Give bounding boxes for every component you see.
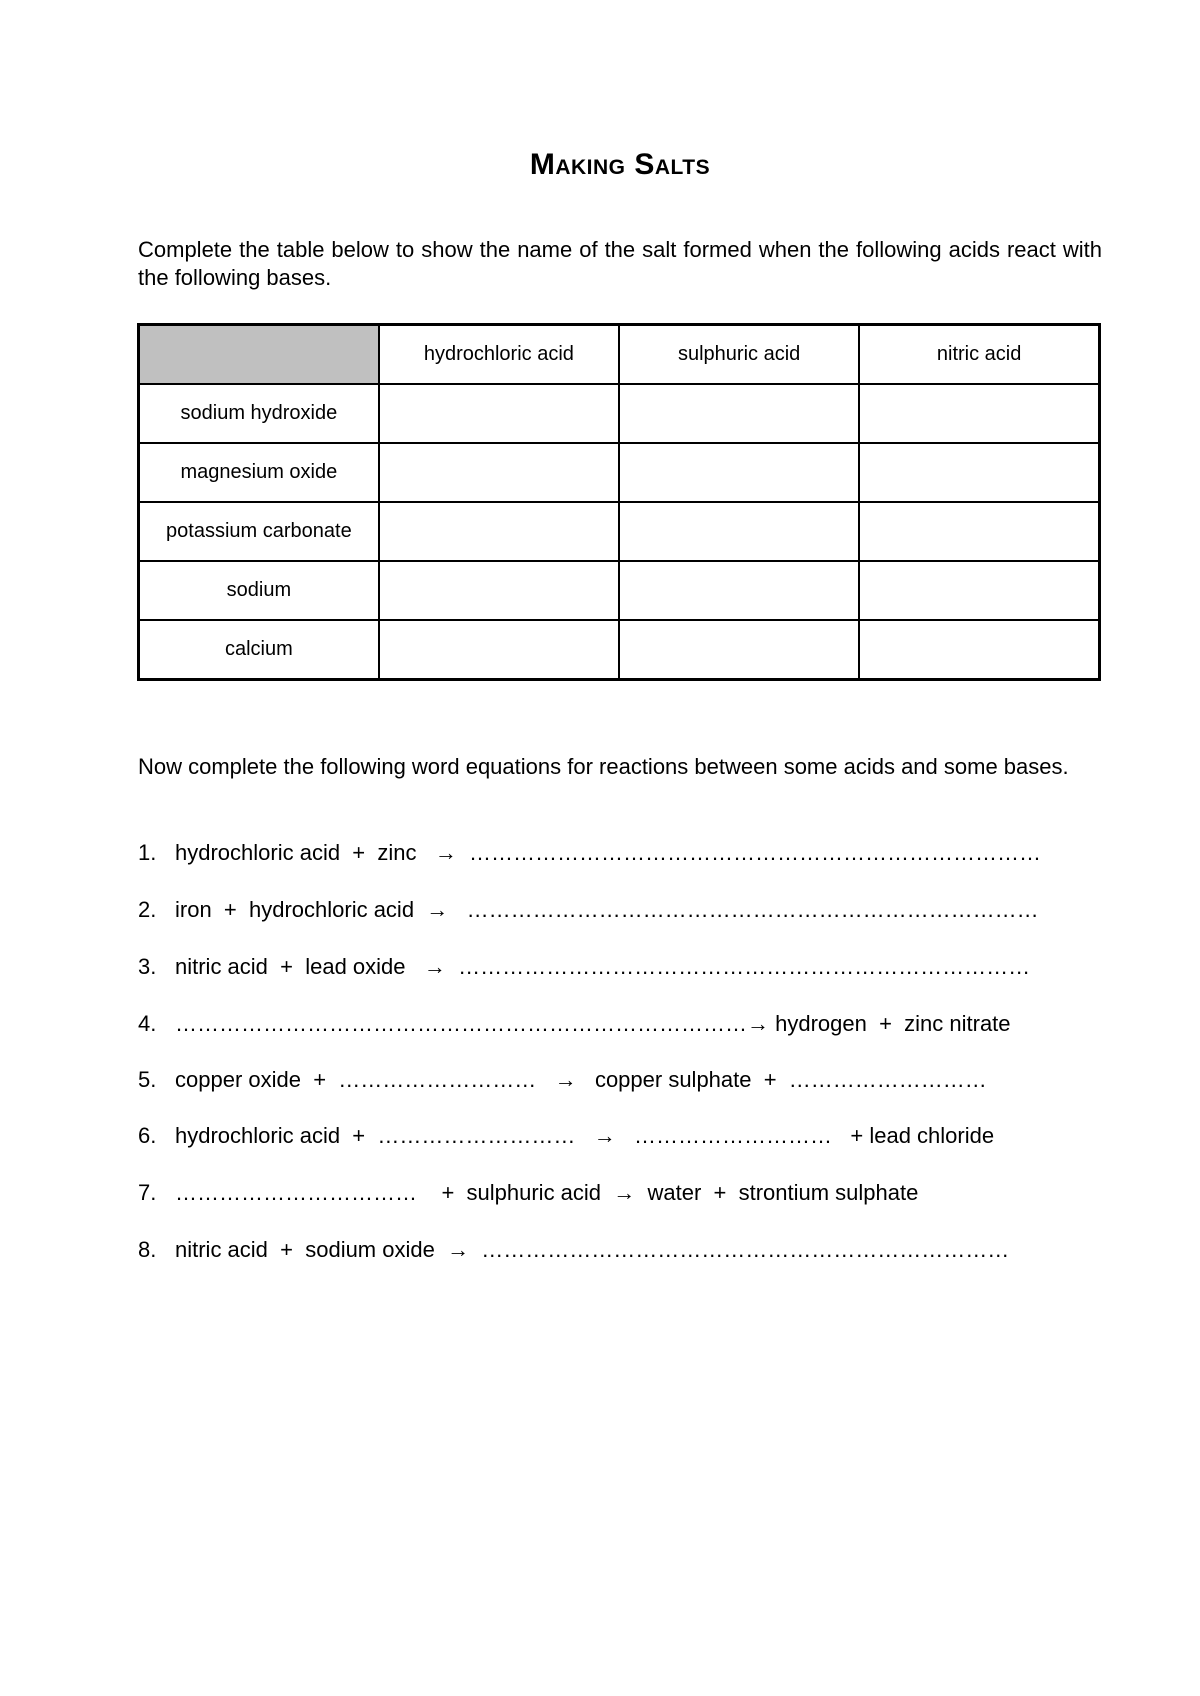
equation-line[interactable]: [138, 1067, 987, 1093]
answer-cell[interactable]: [619, 443, 859, 502]
answer-cell[interactable]: [859, 384, 1099, 443]
answer-cell[interactable]: [859, 443, 1099, 502]
equation-text: hydrochloric acid + zinc → ……………………………………………………………………: [175, 840, 1042, 865]
equation-number: 7.: [138, 1180, 157, 1205]
equation-line[interactable]: [138, 897, 1039, 923]
equation-text: nitric acid + lead oxide → ……………………………………………………………………: [175, 954, 1031, 979]
row-header: magnesium oxide: [139, 443, 379, 502]
row-header: sodium hydroxide: [139, 384, 379, 443]
table-row: [139, 443, 1100, 502]
equation-text: hydrochloric acid + ……………………… → ……………………… + lead chloride: [175, 1123, 995, 1148]
answer-cell[interactable]: [379, 502, 619, 561]
answer-cell[interactable]: [379, 620, 619, 680]
table-header-row: [139, 325, 1100, 385]
equation-text: nitric acid + sodium oxide → ………………………………………………………………: [175, 1237, 1010, 1262]
equation-line[interactable]: [138, 840, 1041, 866]
column-header: sulphuric acid: [619, 325, 859, 385]
table-row: [139, 620, 1100, 680]
answer-cell[interactable]: [859, 620, 1099, 680]
row-header: calcium: [139, 620, 379, 680]
equation-text: …………………………… + sulphuric acid → water + strontium sulphate: [175, 1180, 919, 1205]
equation-number: 1.: [138, 840, 157, 865]
answer-cell[interactable]: [859, 561, 1099, 620]
column-header: nitric acid: [859, 325, 1099, 385]
salts-table: [137, 323, 1101, 681]
answer-cell[interactable]: [619, 561, 859, 620]
equation-line[interactable]: [138, 954, 1030, 980]
row-header: potassium carbonate: [139, 502, 379, 561]
answer-cell[interactable]: [859, 502, 1099, 561]
equation-number: 5.: [138, 1067, 157, 1092]
equation-line[interactable]: [138, 1237, 1009, 1263]
answer-cell[interactable]: [379, 443, 619, 502]
equation-number: 6.: [138, 1123, 157, 1148]
equations-intro: Now complete the following word equations for reactions between some acids and some bases.: [138, 754, 1069, 779]
equation-text: iron + hydrochloric acid → ……………………………………………………………………: [175, 897, 1039, 922]
equation-line[interactable]: [138, 1180, 918, 1206]
answer-cell[interactable]: [619, 502, 859, 561]
table-row: [139, 384, 1100, 443]
intro-paragraph: Complete the table below to show the name of the salt formed when the following acids react with the following bases.: [138, 237, 1102, 290]
answer-cell[interactable]: [379, 384, 619, 443]
answer-cell[interactable]: [379, 561, 619, 620]
equation-line[interactable]: [138, 1123, 994, 1149]
answer-cell[interactable]: [619, 620, 859, 680]
table-corner-cell: [139, 325, 379, 385]
table-row: [139, 502, 1100, 561]
equation-number: 4.: [138, 1011, 157, 1036]
page-title: Making Salts: [529, 148, 711, 181]
row-header: sodium: [139, 561, 379, 620]
answer-cell[interactable]: [619, 384, 859, 443]
equation-text: copper oxide + ……………………… → copper sulphate + ………………………: [175, 1067, 987, 1092]
equation-number: 8.: [138, 1237, 157, 1262]
equation-text: ……………………………………………………………………→ hydrogen + zinc nitrate: [175, 1011, 1011, 1036]
equation-number: 3.: [138, 954, 157, 979]
equation-number: 2.: [138, 897, 157, 922]
column-header: hydrochloric acid: [379, 325, 619, 385]
table-row: [139, 561, 1100, 620]
equation-line[interactable]: [138, 1011, 1011, 1037]
